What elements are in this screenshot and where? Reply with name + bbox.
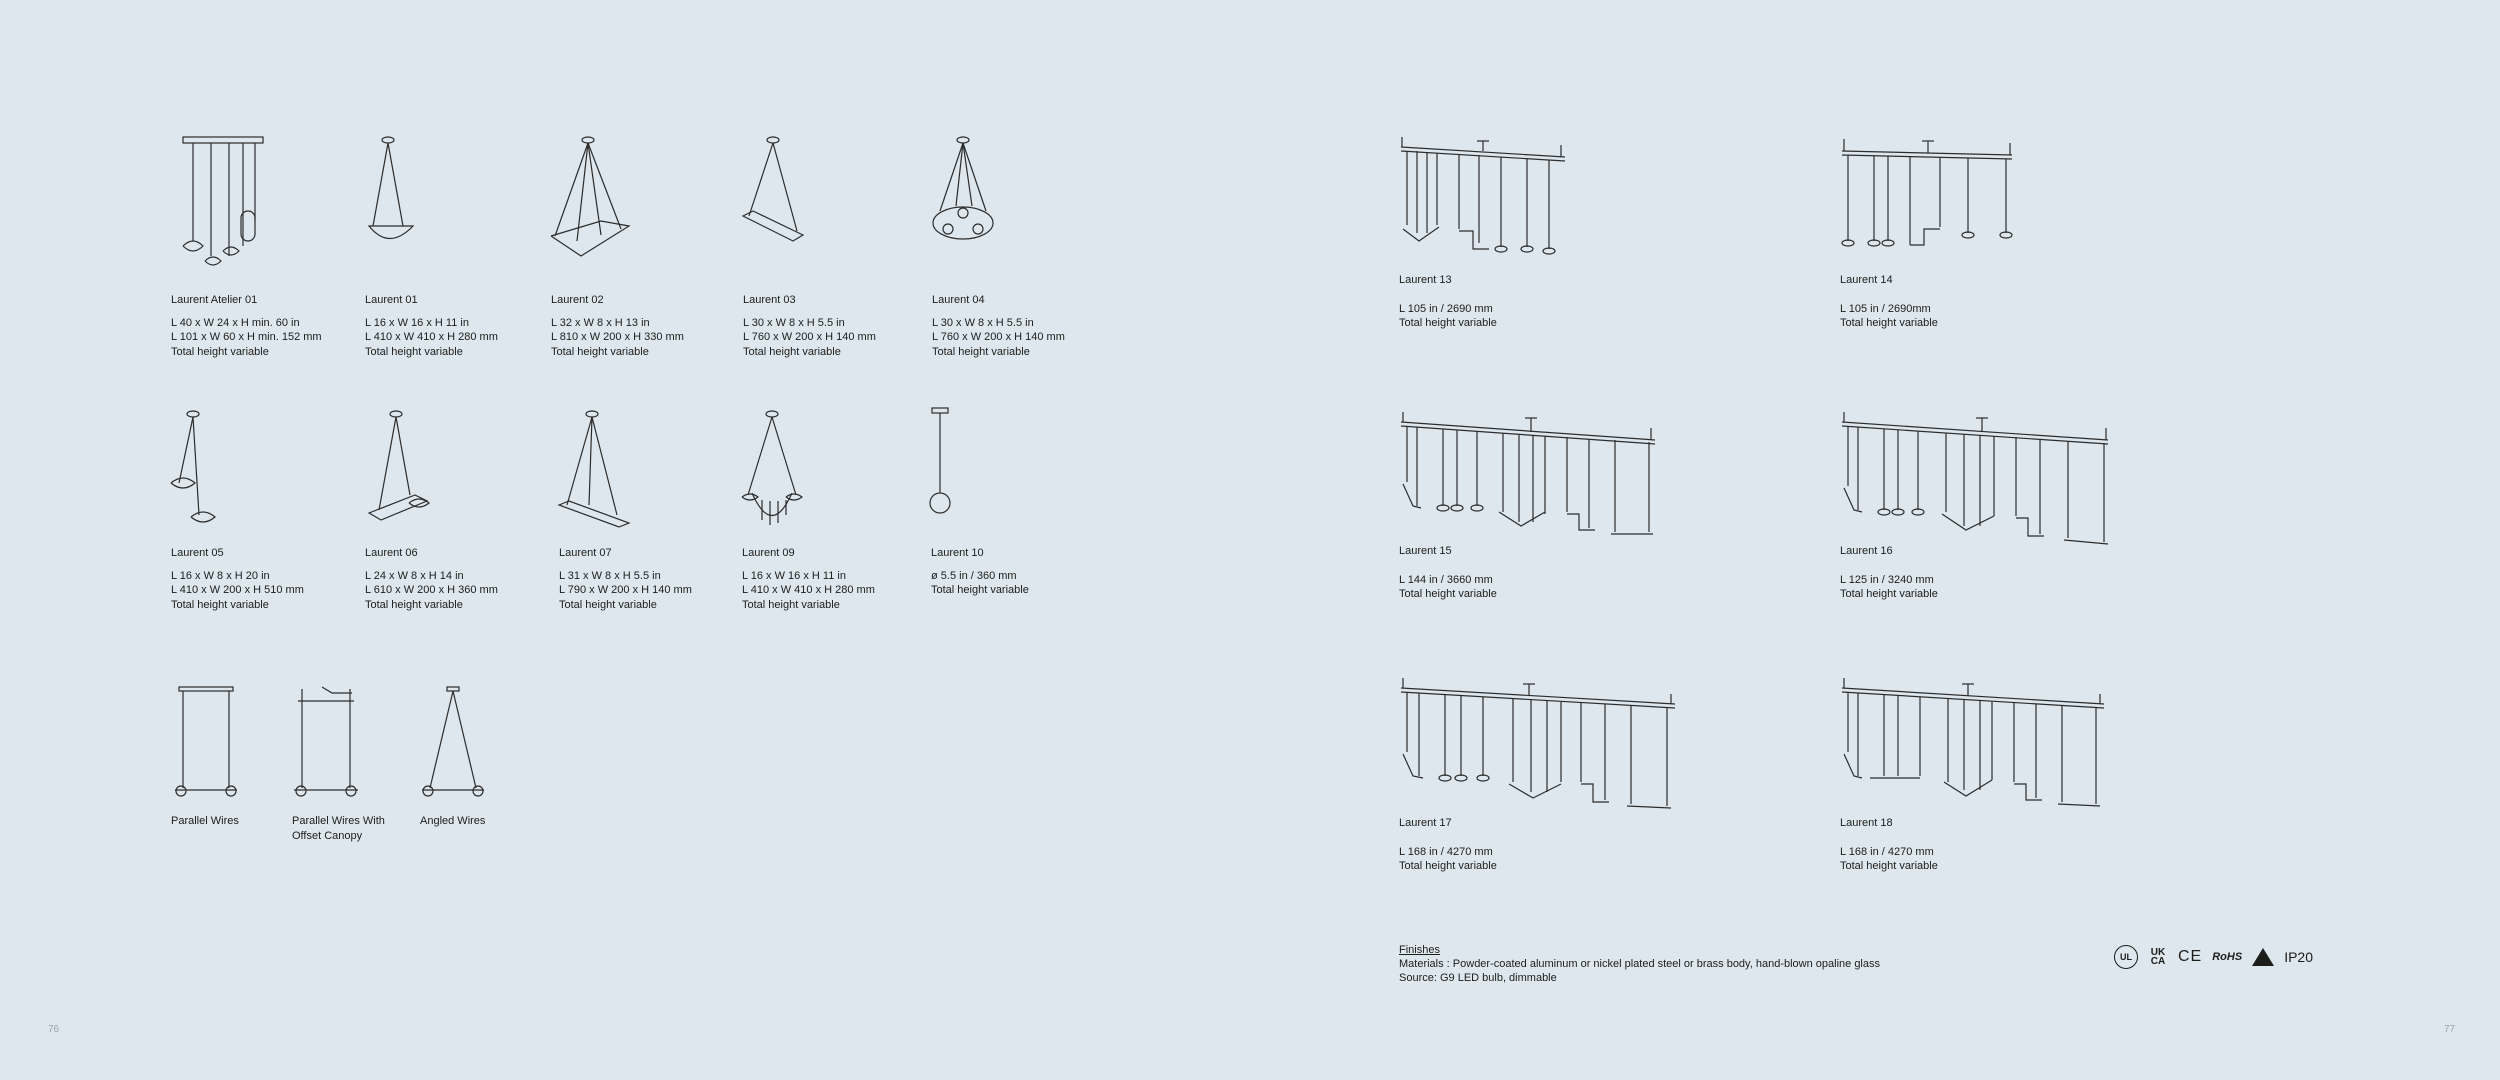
spec-line: L 125 in / 3240 mm [1840,573,1934,586]
spec-line: L 760 x W 200 x H 140 mm [743,331,876,343]
page-number-left: 76 [48,1024,60,1035]
product-name: Laurent 18 [1840,817,1893,829]
spec-line: Total height variable [551,345,649,358]
spec-line: L 32 x W 8 x H 13 in [551,316,650,329]
spec-line: L 790 x W 200 x H 140 mm [559,584,692,596]
spec-line: L 40 x W 24 x H min. 60 in [171,316,300,329]
finishes-block [1399,943,1880,985]
laurent-atelier-01-drawing [171,131,281,281]
ukca-mark-icon: UK CA [2150,947,2166,967]
finishes-source: Source: G9 LED bulb, dimmable [1399,972,1557,984]
spec-line: ø 5.5 in / 360 mm [931,569,1017,582]
laurent-01-drawing [365,131,435,251]
laurent-06-drawing [365,405,445,535]
ip20-rating: IP20 [2284,949,2313,965]
spec-line: L 410 x W 200 x H 510 mm [171,584,304,596]
laurent-05-drawing [171,405,241,535]
spec-line: L 30 x W 8 x H 5.5 in [743,316,845,329]
spec-line: Total height variable [1399,588,1497,600]
laurent-17-drawing [1399,678,1684,813]
spec-line: L 30 x W 8 x H 5.5 in [932,316,1034,329]
product-name: Parallel Wires [171,815,239,827]
page-number-right: 77 [2444,1024,2456,1035]
product-name: Laurent 10 [931,547,984,559]
spec-line: L 410 x W 410 x H 280 mm [742,584,875,596]
spec-line: L 105 in / 2690mm [1840,302,1931,315]
product-name: Laurent 17 [1399,817,1452,829]
finishes-materials: Materials : Powder-coated aluminum or nickel plated steel or brass body, hand-blown opaline glass [1399,958,1880,970]
laurent-13-drawing [1399,133,1579,263]
spec-line: L 410 x W 410 x H 280 mm [365,331,498,343]
ul-mark-icon: UL [2114,945,2138,969]
laurent-02-drawing [551,131,641,261]
product-name: Laurent 05 [171,547,224,559]
product-name: Laurent 06 [365,547,418,559]
parallel-wires-drawing [171,683,251,803]
spec-line: Total height variable [171,598,269,611]
spec-line: Total height variable [932,345,1030,358]
spec-line: L 105 in / 2690 mm [1399,302,1493,315]
spec-line: L 101 x W 60 x H min. 152 mm [171,331,322,343]
spec-line: L 16 x W 16 x H 11 in [365,316,469,329]
spec-line: Total height variable [1840,317,1938,329]
spec-line: Total height variable [743,345,841,358]
product-name: Laurent 03 [743,294,796,306]
spec-line: L 168 in / 4270 mm [1399,845,1493,858]
product-name: Laurent 04 [932,294,985,306]
product-name: Laurent 02 [551,294,604,306]
spec-line: Total height variable [171,345,269,358]
spec-line: Total height variable [742,598,840,611]
laurent-16-drawing [1840,412,2110,552]
spec-line: Total height variable [931,584,1029,596]
laurent-10-drawing [931,405,961,535]
spec-line: Total height variable [559,598,657,611]
spec-line: L 168 in / 4270 mm [1840,845,1934,858]
angled-wires-drawing [420,683,500,803]
finishes-heading: Finishes [1399,944,1440,956]
spec-line: L 144 in / 3660 mm [1399,573,1493,586]
product-name: Laurent Atelier 01 [171,294,258,306]
spec-line: Total height variable [365,345,463,358]
spec-line: Total height variable [1399,860,1497,872]
spec-line: Total height variable [1840,860,1938,872]
laurent-14-drawing [1840,133,2020,263]
laurent-09-drawing [742,405,812,535]
product-name: Laurent 01 [365,294,418,306]
rohs-mark-icon: RoHS [2212,951,2243,963]
ce-mark-icon: CE [2178,948,2203,965]
spec-line: L 24 x W 8 x H 14 in [365,569,464,582]
spec-line: Total height variable [1399,317,1497,329]
laurent-15-drawing [1399,412,1669,542]
spec-line: L 760 x W 200 x H 140 mm [932,331,1065,343]
certification-marks [2114,945,2313,969]
product-name: Laurent 14 [1840,274,1893,286]
laurent-07-drawing [559,405,639,535]
spec-line: Total height variable [1840,588,1938,600]
spec-line: L 810 x W 200 x H 330 mm [551,331,684,343]
product-name: Laurent 07 [559,547,612,559]
product-name: Laurent 13 [1399,274,1452,286]
product-name: Laurent 09 [742,547,795,559]
product-name: Laurent 16 [1840,545,1893,557]
spec-line: L 16 x W 8 x H 20 in [171,569,270,582]
rcm-mark-icon [2252,948,2274,966]
spec-line: L 31 x W 8 x H 5.5 in [559,569,661,582]
parallel-wires-offset-canopy-drawing [292,683,372,803]
laurent-04-drawing [932,131,1002,251]
laurent-18-drawing [1840,678,2120,813]
product-name: Parallel Wires With Offset Canopy [292,815,385,842]
laurent-03-drawing [743,131,813,251]
product-name: Laurent 15 [1399,545,1452,557]
spec-line: L 610 x W 200 x H 360 mm [365,584,498,596]
spec-line: L 16 x W 16 x H 11 in [742,569,846,582]
product-name: Angled Wires [420,815,486,827]
spec-line: Total height variable [365,598,463,611]
